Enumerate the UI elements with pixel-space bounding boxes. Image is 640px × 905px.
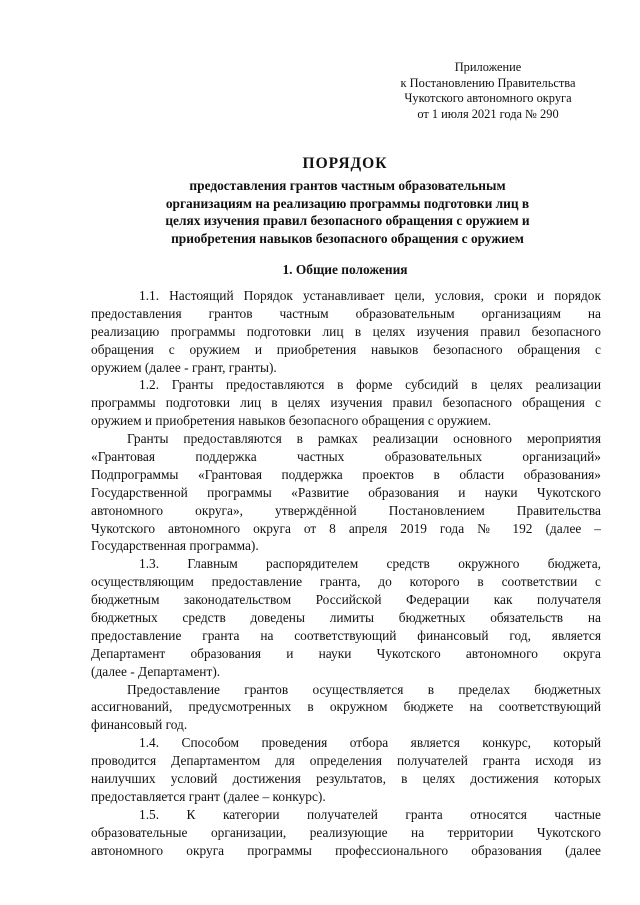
text-line: автономного округа», утверждённой Постановлением Правительства (91, 502, 601, 518)
text-line: финансовый год. (91, 717, 188, 733)
text-line: программы подготовки лиц в целях изучения правил безопасного обращения с (91, 395, 601, 411)
subtitle-line: предоставления грантов частным образовательным (189, 178, 506, 193)
text-line: оружием (далее - грант, гранты). (91, 359, 277, 375)
text-line: реализацию программы подготовки лиц в целях изучения правил безопасного (91, 323, 601, 339)
text-line: ассигнований, предусмотренных в окружном бюджете на соответствующий (91, 699, 601, 715)
text-line: 1.5. К категории получателей гранта относятся частные (139, 806, 601, 822)
text-line: проводится Департаментом для определения получателей гранта исходя из (91, 753, 601, 769)
document-title: ПОРЯДОК (302, 155, 388, 172)
text-line: наилучших условий достижения результатов, в целях достижения которых (91, 771, 601, 787)
text-line: Департамент образования и науки Чукотского автономного округа (91, 645, 601, 661)
text-line: автономного округа программы профессионального образования (далее (91, 842, 601, 858)
text-line: предоставляется грант (далее – конкурс). (91, 788, 326, 804)
text-line: Чукотского автономного округа от 8 апреля 2019 года № 192 (далее – (91, 520, 601, 536)
text-line: Гранты предоставляются в рамках реализации основного мероприятия (127, 431, 601, 447)
appendix-block (378, 60, 598, 122)
text-line: осуществляющим предоставление гранта, до которого в соответствии с (91, 574, 601, 590)
text-line: Предоставление грантов осуществляется в пределах бюджетных (127, 681, 601, 697)
text-line: (далее - Департамент). (91, 663, 221, 679)
document-body (91, 287, 601, 860)
appendix-line: Чукотского автономного округа (404, 91, 572, 106)
text-line: бюджетных средств доведены лимиты бюджетных обязательств на (91, 610, 601, 626)
document-subtitle (95, 177, 600, 247)
text-line: Государственной программы «Развитие образования и науки Чукотского (91, 484, 601, 500)
text-line: Государственная программа). (91, 538, 259, 554)
subtitle-line: организациям на реализацию программы подготовки лиц в (165, 195, 530, 211)
text-line: 1.1. Настоящий Порядок устанавливает цели, условия, сроки и порядок (139, 288, 601, 303)
text-line: оружием и приобретения навыков безопасного обращения с оружием. (91, 413, 492, 429)
text-line: «Грантовая поддержка частных образовательных организаций» (91, 449, 601, 465)
appendix-line: Приложение (454, 60, 522, 74)
text-line: 1.3. Главным распорядителем средств окружного бюджета, (139, 556, 601, 572)
appendix-line: от 1 июля 2021 года № 290 (417, 106, 559, 121)
text-line: Подпрограммы «Грантовая поддержка проектов в области образования» (91, 466, 601, 482)
subtitle-line: целях изучения правил безопасного обращения с оружием и (165, 213, 530, 229)
text-line: 1.2. Гранты предоставляются в форме субсидий в целях реализации (139, 377, 601, 393)
text-line: образовательные организации, реализующие на территории Чукотского (91, 824, 601, 840)
appendix-line: к Постановлению Правительства (400, 75, 576, 90)
text-line: предоставления грантов частным образовательным организациям на (91, 305, 601, 321)
text-line: бюджетным законодательством Российской Федерации как получателя (91, 592, 601, 608)
text-line: обращения с оружием и приобретения навыков безопасного обращения с (91, 341, 601, 357)
subtitle-line: приобретения навыков безопасного обращения с оружием (171, 230, 524, 246)
section-heading: 1. Общие положения (282, 262, 408, 277)
text-line: 1.4. Способом проведения отбора является конкурс, который (139, 735, 601, 751)
text-line: предоставление гранта на соответствующий финансовый год, является (91, 627, 601, 643)
